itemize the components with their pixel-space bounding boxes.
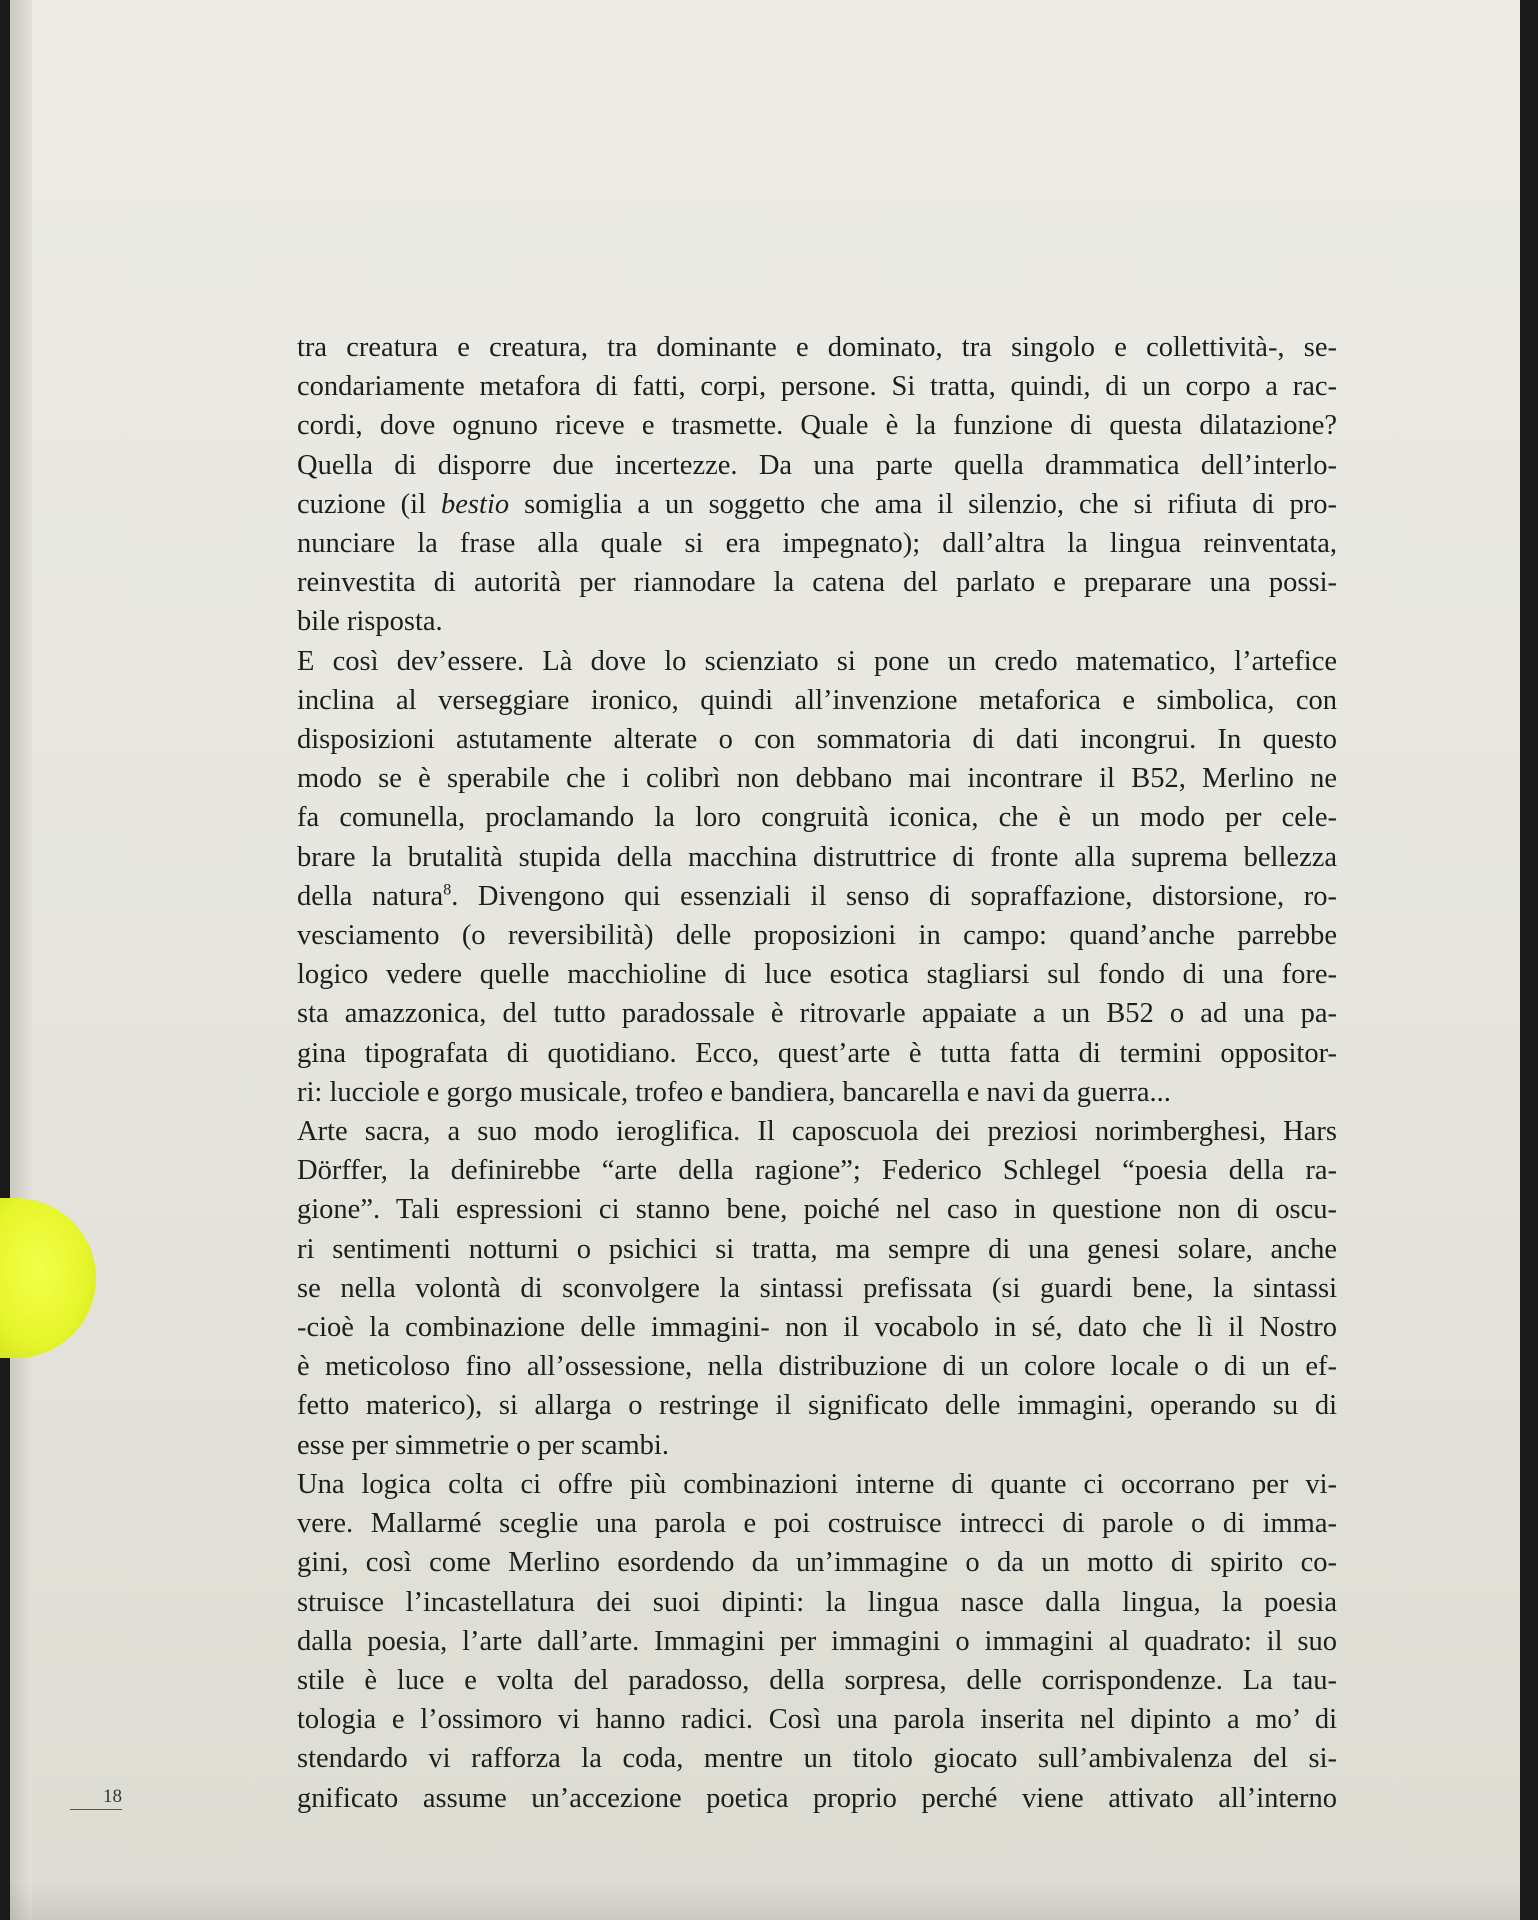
text-line: fetto materico), si allarga o restringe il significato delle immagini, operando su di: [297, 1390, 1337, 1422]
text-line: Una logica colta ci offre più combinazioni interne di quante ci occorrano per vi-: [297, 1468, 1337, 1500]
footnote-ref: 8: [443, 881, 452, 899]
text-segment: . Divengono qui essenziali il senso di sopraffazione, distorsione, ro-: [451, 880, 1337, 912]
text-line: Dörffer, la definirebbe “arte della ragione”; Federico Schlegel “poesia della ra-: [297, 1155, 1337, 1187]
text-line: sta amazzonica, del tutto paradossale è ritrovarle appaiate a un B52 o ad una pa-: [297, 998, 1337, 1030]
text-line: cordi, dove ognuno riceve e trasmette. Quale è la funzione di questa dilatazione?: [297, 410, 1337, 442]
text-line: vesciamento (o reversibilità) delle proposizioni in campo: quand’anche parrebbe: [297, 920, 1337, 952]
text-line: nunciare la frase alla quale si era impegnato); dall’altra la lingua reinventata,: [297, 528, 1337, 560]
page-number: 18: [70, 1786, 122, 1810]
page-edge: [10, 0, 32, 1920]
text-line: stile è luce e volta del paradosso, della sorpresa, delle corrispondenze. La tau-: [297, 1664, 1337, 1696]
text-line: gina tipografata di quotidiano. Ecco, quest’arte è tutta fatta di termini oppositor-: [297, 1037, 1337, 1069]
text-segment: somiglia a un soggetto che ama il silenzio, che si rifiuta di pro-: [509, 488, 1337, 520]
text-line: brare la brutalità stupida della macchina distruttrice di fronte alla suprema bellezza: [297, 841, 1337, 873]
text-line: tologia e l’ossimoro vi hanno radici. Così una parola inserita nel dipinto a mo’ di: [297, 1704, 1337, 1736]
text-line: reinvestita di autorità per riannodare la catena del parlato e preparare una possi-: [297, 567, 1337, 599]
text-line: vere. Mallarmé sceglie una parola e poi costruisce intrecci di parole o di imma-: [297, 1508, 1337, 1540]
book-page: [10, 0, 1520, 1920]
text-line: disposizioni astutamente alterate o con sommatoria di dati incongrui. In questo: [297, 724, 1337, 756]
text-line: gini, così come Merlino esordendo da un’immagine o da un motto di spirito co-: [297, 1547, 1337, 1579]
text-line: gnificato assume un’accezione poetica proprio perché viene attivato all’interno: [297, 1782, 1337, 1814]
text-line: se nella volontà di sconvolgere la sintassi prefissata (si guardi bene, la sintassi: [297, 1272, 1337, 1304]
text-line: condariamente metafora di fatti, corpi, persone. Si tratta, quindi, di un corpo a rac-: [297, 371, 1337, 403]
page-shadow: [10, 1880, 1520, 1920]
text-line: stendardo vi rafforza la coda, mentre un titolo giocato sull’ambivalenza del si-: [297, 1743, 1337, 1775]
italic-term: bestio: [441, 488, 510, 520]
text-line: inclina al verseggiare ironico, quindi all’invenzione metaforica e simbolica, con: [297, 684, 1337, 716]
text-line: [297, 877, 1337, 916]
text-segment: cuzione (il: [297, 488, 442, 520]
text-line: bile risposta.: [297, 606, 443, 638]
text-line: gione”. Tali espressioni ci stanno bene, poiché nel caso in questione non di oscu-: [297, 1194, 1337, 1226]
text-line: ri: lucciole e gorgo musicale, trofeo e bandiera, bancarella e navi da guerra...: [297, 1076, 1171, 1108]
text-line: dalla poesia, l’arte dall’arte. Immagini per immagini o immagini al quadrato: il suo: [297, 1625, 1337, 1657]
text-line: E così dev’essere. Là dove lo scienziato si pone un credo matematico, l’artefice: [297, 645, 1337, 677]
text-line: -cioè la combinazione delle immagini- non il vocabolo in sé, dato che lì il Nostro: [297, 1312, 1337, 1344]
text-line: modo se è sperabile che i colibrì non debbano mai incontrare il B52, Merlino ne: [297, 763, 1337, 795]
text-line: tra creatura e creatura, tra dominante e dominato, tra singolo e collettività-, se-: [297, 332, 1337, 363]
text-line: logico vedere quelle macchioline di luce esotica stagliarsi sul fondo di una fore-: [297, 959, 1337, 991]
text-segment: della natura: [297, 880, 444, 912]
text-line: esse per simmetrie o per scambi.: [297, 1429, 669, 1461]
text-line: è meticoloso fino all’ossessione, nella distribuzione di un colore locale o di un ef-: [297, 1351, 1337, 1383]
text-line: fa comunella, proclamando la loro congruità iconica, che è un modo per cele-: [297, 802, 1337, 834]
text-line: Arte sacra, a suo modo ieroglifica. Il caposcuola dei preziosi norimberghesi, Hars: [297, 1116, 1337, 1148]
body-text: [297, 328, 1337, 1818]
text-line: Quella di disporre due incertezze. Da una parte quella drammatica dell’interlo-: [297, 449, 1337, 481]
text-line: [297, 485, 1337, 524]
text-line: ri sentimenti notturni o psichici si tratta, ma sempre di una genesi solare, anche: [297, 1233, 1337, 1265]
text-line: struisce l’incastellatura dei suoi dipinti: la lingua nasce dalla lingua, la poesia: [297, 1586, 1337, 1618]
